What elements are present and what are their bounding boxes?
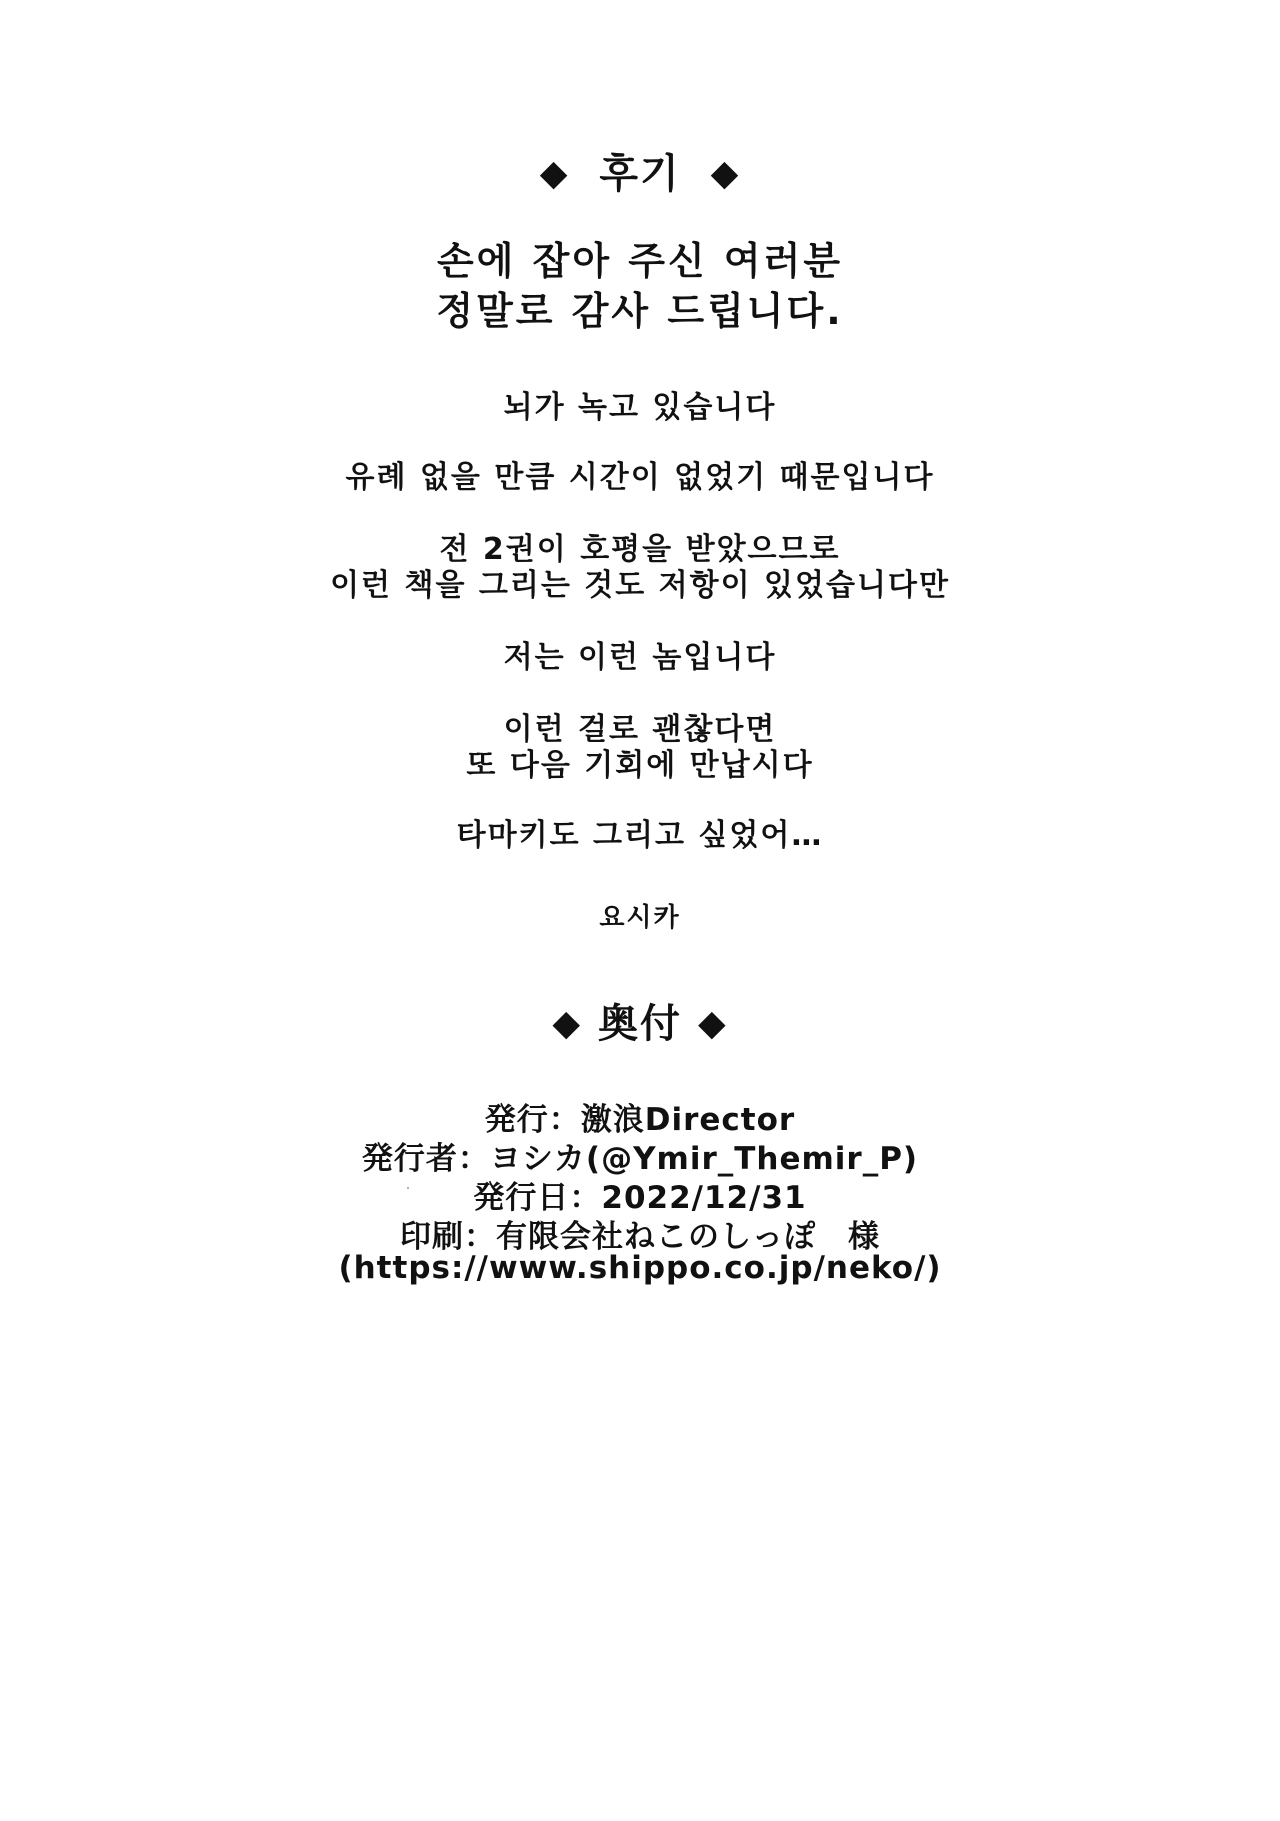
colophon-date: 発行日：2022/12/31 bbox=[473, 1180, 807, 1216]
colophon-url: (https://www.shippo.co.jp/neko/) bbox=[338, 1250, 942, 1286]
scan-speck bbox=[407, 1187, 409, 1189]
afterword-title: 후기 bbox=[599, 151, 681, 197]
afterword-paragraph-1: 뇌가 녹고 있습니다 bbox=[503, 390, 777, 425]
afterword-paragraph-5-line-1: 이런 걸로 괜찮다면 bbox=[503, 712, 777, 747]
afterword-heading bbox=[0, 142, 1280, 199]
afterword-paragraph-3-line-1: 전 2권이 호평을 받았으므로 bbox=[439, 532, 841, 567]
afterword-paragraph-5-line-2: 또 다음 기회에 만납시다 bbox=[466, 748, 814, 783]
author-signature: 요시카 bbox=[599, 903, 681, 933]
colophon-heading bbox=[0, 992, 1280, 1049]
afterword-paragraph-6: 타마키도 그리고 싶었어… bbox=[456, 818, 824, 853]
afterword-paragraph-2: 유례 없을 만큼 시간이 없었기 때문입니다 bbox=[345, 460, 935, 495]
diamond-icon: ◆ bbox=[710, 153, 741, 194]
afterword-paragraph-3-line-2: 이런 책을 그리는 것도 저항이 있었습니다만 bbox=[330, 568, 950, 603]
thanks-line-1: 손에 잡아 주신 여러분 bbox=[436, 239, 844, 283]
colophon-title: 奥付 bbox=[598, 1001, 682, 1047]
diamond-icon: ◆ bbox=[552, 1003, 583, 1044]
afterword-paragraph-4: 저는 이런 놈입니다 bbox=[503, 640, 777, 675]
colophon-printer: 印刷：有限会社ねこのしっぽ 様 bbox=[400, 1219, 880, 1255]
colophon-publisher: 発行：激浪Director bbox=[484, 1102, 796, 1138]
diamond-icon: ◆ bbox=[539, 153, 570, 194]
diamond-icon: ◆ bbox=[697, 1003, 728, 1044]
thanks-line-2: 정말로 감사 드립니다. bbox=[436, 289, 844, 333]
colophon-author: 発行者：ヨシカ(@Ymir_Themir_P) bbox=[361, 1141, 919, 1177]
